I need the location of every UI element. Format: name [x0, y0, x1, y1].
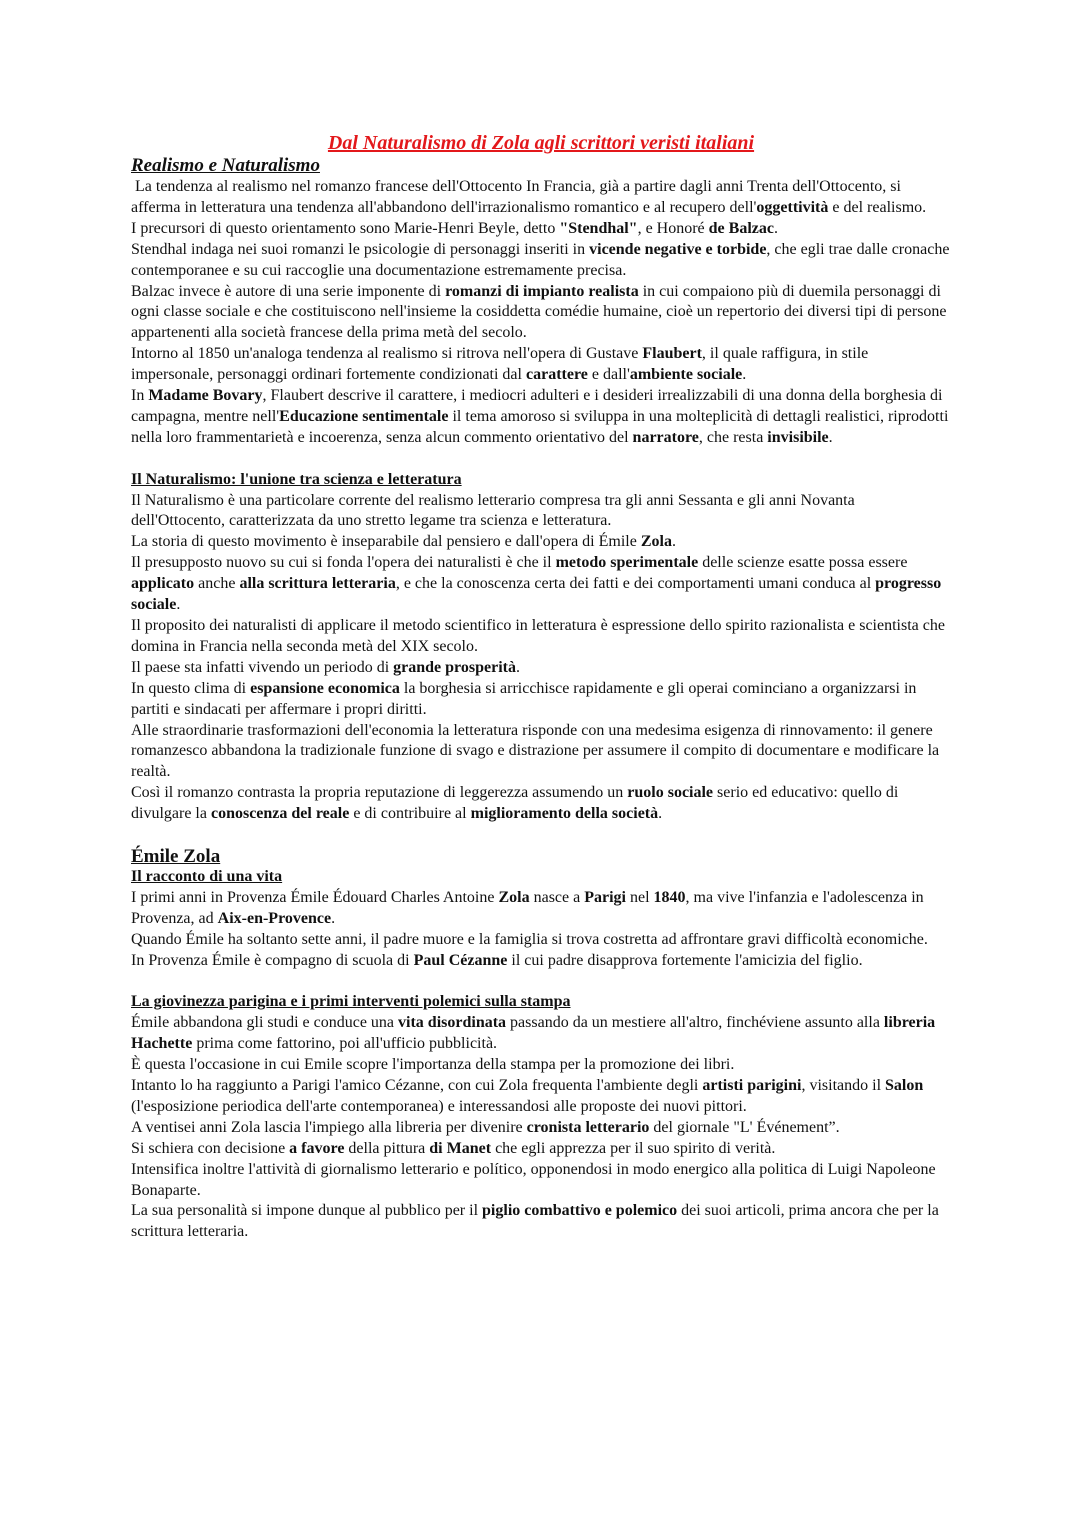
- paragraph: [131, 951, 951, 972]
- paragraph: [131, 1013, 951, 1055]
- text-run: il cui padre disapprova fortemente l'amicizia del figlio.: [507, 951, 863, 969]
- text-run: .: [515, 658, 520, 676]
- text-run: il tema amoroso si sviluppa in una molteplicità di dettagli realistici, riprodotti nella loro frammentarietà e incoerenza, senza alcun commento orientativo del: [131, 407, 953, 446]
- bold-text: piglio combattivo e polemico: [482, 1202, 678, 1220]
- section-realismo: [131, 155, 954, 449]
- paragraph: [131, 177, 951, 219]
- bold-text: de Balzac: [708, 219, 774, 237]
- paragraph: [131, 1160, 951, 1202]
- bold-text: vicende negative e torbide: [589, 240, 767, 258]
- paragraph: [131, 532, 951, 553]
- text-run: In Provenza Émile è compagno di scuola di: [131, 951, 414, 969]
- section-subheading: Il racconto di una vita: [131, 867, 283, 885]
- text-run: , e che la conoscenza certa dei fatti e dei comportamenti umani conduca al: [395, 575, 876, 593]
- text-run: È questa l'occasione in cui Emile scopre l'importanza della stampa per la promozione dei libri.: [131, 1056, 735, 1074]
- text-run: passando da un mestiere all'altro, finchéviene assunto alla: [506, 1014, 884, 1032]
- text-run: Intanto lo ha raggiunto a Parigi l'amico Cézanne, con cui Zola frequenta l'ambiente degli: [131, 1077, 703, 1095]
- text-run: della pittura: [344, 1139, 430, 1157]
- bold-text: Paul Cézanne: [413, 951, 508, 969]
- text-run: anche: [194, 575, 240, 593]
- bold-text: ruolo sociale: [627, 784, 714, 802]
- text-run: In: [131, 387, 149, 405]
- text-run: .: [828, 428, 833, 446]
- paragraph: [131, 783, 951, 825]
- paragraph: [131, 679, 951, 721]
- text-run: .: [773, 219, 778, 237]
- text-run: nasce a: [529, 888, 585, 906]
- text-run: serio ed educativo: quello di divulgare la: [131, 784, 903, 823]
- bold-text: progresso sociale: [131, 575, 946, 614]
- bold-text: Zola: [640, 533, 672, 551]
- bold-text: libreria Hachette: [131, 1014, 940, 1053]
- paragraph: [131, 344, 951, 386]
- bold-text: di Manet: [429, 1139, 492, 1157]
- bold-text: "Stendhal": [559, 219, 638, 237]
- bold-text: grande prosperità: [393, 658, 516, 676]
- text-run: .: [176, 596, 181, 614]
- text-run: Il presupposto nuovo su cui si fonda l'opera dei naturalisti è che il: [131, 554, 556, 572]
- section-heading: La giovinezza parigina e i primi interventi polemici sulla stampa: [131, 993, 571, 1011]
- text-run: La storia di questo movimento è inseparabile dal pensiero e dall'opera di Émile: [131, 533, 641, 551]
- section-naturalismo: [131, 470, 951, 825]
- text-run: (l'esposizione periodica dell'arte contemporanea) e interessandosi alle proposte dei nuovi pittori.: [131, 1077, 928, 1115]
- paragraph: [131, 1118, 951, 1139]
- text-run: .: [742, 366, 747, 384]
- paragraph: [131, 491, 951, 533]
- bold-text: alla scrittura letteraria: [239, 575, 396, 593]
- bold-text: Salon: [885, 1077, 924, 1095]
- text-run: Il paese sta infatti vivendo un periodo di: [131, 658, 394, 676]
- bold-text: Aix-en-Provence: [217, 909, 332, 927]
- text-run: La tendenza al realismo nel romanzo francese dell'Ottocento In Francia, già a partire dagli anni Trenta dell'Ottocento, si afferma in letteratura una tendenza all'abbandono dell'irrazionalismo romantico e al recupero dell': [131, 178, 905, 216]
- bold-text: narratore: [632, 428, 699, 446]
- bold-text: espansione economica: [250, 679, 400, 697]
- bold-text: ambiente sociale: [629, 366, 743, 384]
- document-title: Dal Naturalismo di Zola agli scrittori veristi italiani: [327, 132, 755, 154]
- text-run: , e Honoré: [637, 219, 709, 237]
- text-run: , visitando il: [801, 1077, 886, 1095]
- section-heading: Émile Zola: [131, 845, 221, 867]
- bold-text: metodo sperimentale: [555, 554, 699, 572]
- text-run: Stendhal indaga nei suoi romanzi le psicologie di personaggi inseriti in: [131, 240, 590, 258]
- paragraph: [131, 553, 951, 616]
- paragraph: [131, 386, 951, 449]
- text-run: dei suoi articoli, prima ancora che per la scrittura letteraria.: [131, 1202, 943, 1241]
- bold-text: artisti parigini: [702, 1077, 802, 1095]
- bold-text: cronista letterario: [526, 1118, 650, 1136]
- text-run: e di contribuire al: [349, 805, 471, 823]
- text-run: .: [671, 533, 676, 551]
- text-run: Quando Émile ha soltanto sette anni, il padre muore e la famiglia si trova costretta ad affrontare gravi difficoltà economiche.: [131, 930, 928, 948]
- bold-text: carattere: [525, 366, 588, 384]
- text-run: e dall': [587, 366, 630, 384]
- text-run: Intensifica inoltre l'attività di giornalismo letterario e político, opponendosi in modo energico alla politica di Luigi Napoleone Bonaparte.: [131, 1160, 940, 1199]
- paragraph: [131, 930, 951, 951]
- text-run: che egli apprezza per il suo spirito di verità.: [491, 1139, 776, 1157]
- bold-text: Flaubert: [642, 345, 702, 363]
- bold-text: vita disordinata: [398, 1014, 507, 1032]
- text-run: Intorno al 1850 un'analoga tendenza al realismo si ritrova nell'opera di Gustave: [131, 345, 643, 363]
- text-run: A ventisei anni Zola lascia l'impiego alla libreria per divenire: [131, 1118, 527, 1136]
- paragraph: [131, 1139, 951, 1160]
- text-run: In questo clima di: [131, 679, 251, 697]
- text-run: La sua personalità si impone dunque al pubblico per il: [131, 1202, 483, 1220]
- text-run: Balzac invece è autore di una serie imponente di: [131, 282, 446, 300]
- text-run: Il Naturalismo è una particolare corrente del realismo letterario compresa tra gli anni Sessanta e gli anni Novanta dell'Ottocento, caratterizzata da uno stretto legame tra scienza e letteratura.: [131, 491, 859, 530]
- paragraph: [131, 240, 954, 282]
- text-run: Così il romanzo contrasta la propria reputazione di leggerezza assumendo un: [131, 784, 628, 802]
- section-zola: [131, 846, 951, 972]
- bold-text: a favore: [289, 1139, 345, 1157]
- text-run: .: [658, 805, 663, 823]
- text-run: la borghesia si arricchisce rapidamente e gli operai cominciano a organizzarsi in partiti e sindacati per affermare i propri diritti.: [131, 679, 921, 718]
- text-run: del giornale "L' Événement”.: [649, 1118, 840, 1136]
- paragraph: [131, 1201, 951, 1243]
- text-run: , il quale raffigura, in stile impersonale, personaggi ordinari fortemente condizionati dal: [131, 345, 873, 384]
- bold-text: conoscenza del reale: [210, 805, 350, 823]
- text-run: nel: [626, 888, 654, 906]
- text-run: , che egli trae dalle cronache contemporanee e su cui raccoglie una documentazione estremamente precisa.: [131, 240, 954, 279]
- text-run: I precursori di questo orientamento sono Marie-Henri Beyle, detto: [131, 219, 560, 237]
- text-run: e del realismo.: [828, 198, 927, 216]
- text-run: .: [331, 909, 336, 927]
- paragraph: [131, 616, 951, 658]
- text-run: Alle straordinarie trasformazioni dell'economia la letteratura risponde con una medesima esigenza di rinnovamento: il genere romanzesco abbandona la tradizionale funzione di svago e distrazione per assumere il compito di documentare e modificare la realtà.: [131, 721, 944, 781]
- paragraph: [131, 1076, 951, 1118]
- bold-text: Zola: [498, 888, 530, 906]
- section-giovinezza: [131, 992, 951, 1243]
- document-page: [131, 131, 954, 1243]
- text-run: , ma vive l'infanzia e l'adolescenza in Provenza, ad: [131, 888, 928, 927]
- section-heading: Il Naturalismo: l'unione tra scienza e letteratura: [131, 470, 462, 488]
- bold-text: Madame Bovary: [148, 387, 263, 405]
- paragraph: [131, 888, 951, 930]
- paragraph: [131, 1055, 951, 1076]
- bold-text: romanzi di impianto realista: [445, 282, 639, 300]
- section-heading: Realismo e Naturalismo: [131, 155, 320, 176]
- text-run: delle scienze esatte possa essere: [698, 554, 912, 572]
- bold-text: Educazione sentimentale: [279, 407, 449, 425]
- bold-text: applicato: [131, 575, 195, 593]
- text-run: I primi anni in Provenza Émile Édouard Charles Antoine: [131, 888, 499, 906]
- paragraph: [131, 282, 951, 345]
- paragraph: [131, 658, 951, 679]
- text-run: , Flaubert descrive il carattere, i mediocri adulteri e i desideri irrealizzabili di una donna della borghesia di campagna, mentre nell': [131, 387, 947, 425]
- text-run: prima come fattorino, poi all'ufficio pubblicità.: [192, 1035, 498, 1053]
- bold-text: Parigi: [584, 888, 626, 906]
- text-run: , che resta: [698, 428, 768, 446]
- text-run: Il proposito dei naturalisti di applicare il metodo scientifico in letteratura è espressione dello spirito razionalista e scientista che domina in Francia nella seconda metà del XIX secolo.: [131, 617, 949, 655]
- bold-text: invisibile: [767, 428, 829, 446]
- paragraph: [131, 219, 951, 240]
- text-run: in cui compaiono più di duemila personaggi di ogni classe sociale e che costituiscono nell'insieme la cosiddetta comédie humaine, cioè un repertorio dei diversi tipi di persone appartenenti alla società francese della prima metà del secolo.: [131, 282, 951, 342]
- bold-text: miglioramento della società: [470, 805, 659, 823]
- bold-text: 1840: [653, 888, 686, 906]
- text-run: Si schiera con decisione: [131, 1139, 290, 1157]
- paragraph: [131, 721, 951, 784]
- text-run: Émile abbandona gli studi e conduce una: [131, 1014, 399, 1032]
- bold-text: oggettività: [756, 198, 829, 216]
